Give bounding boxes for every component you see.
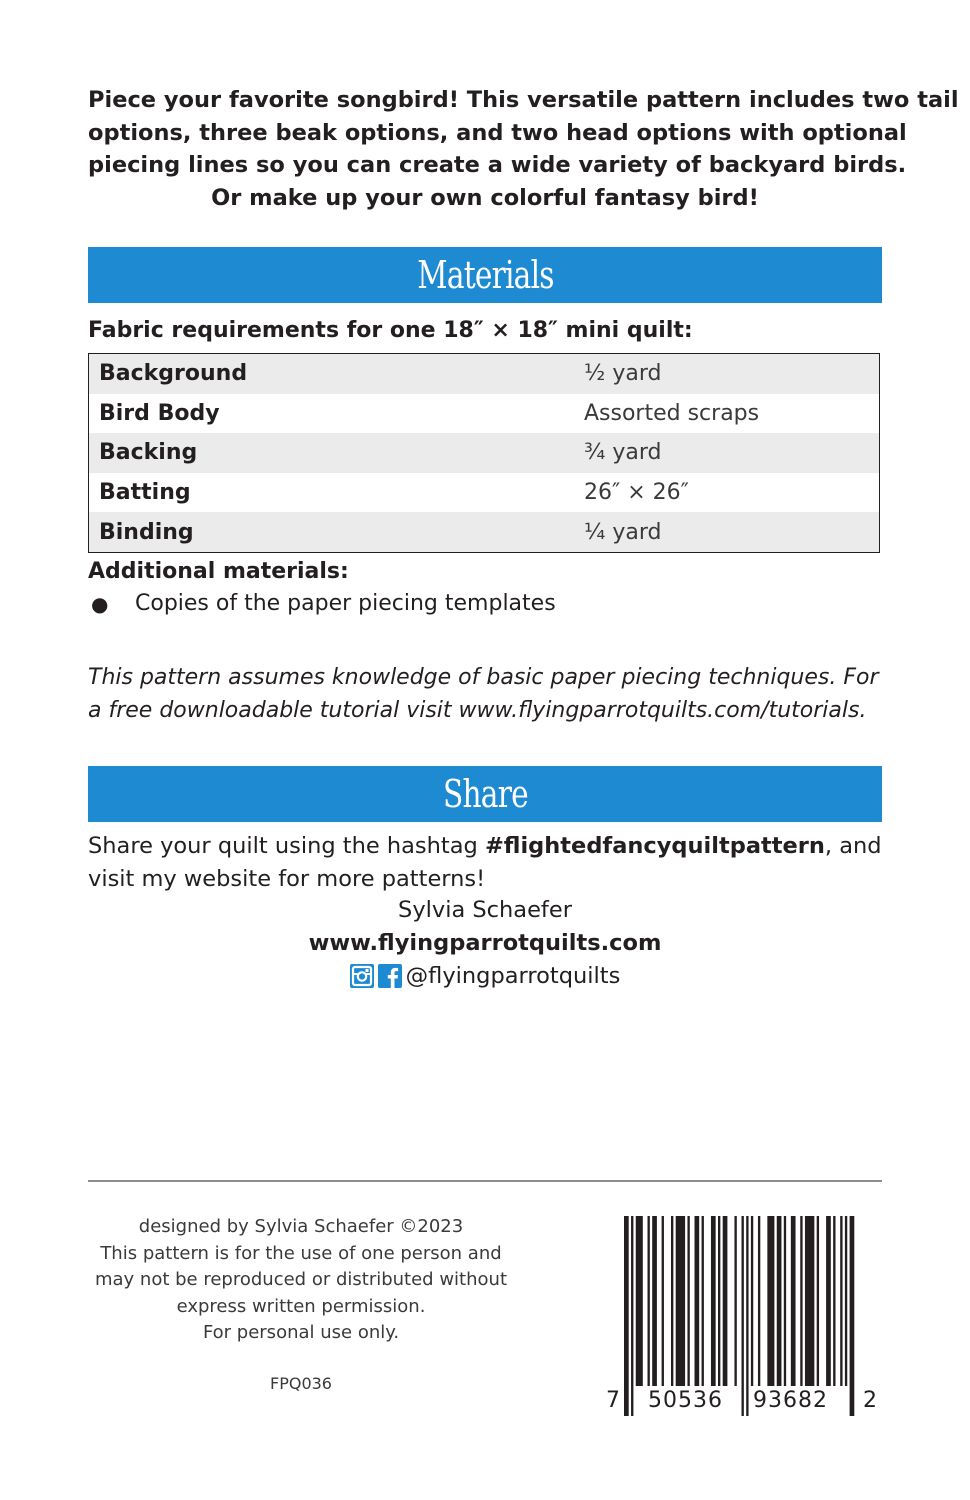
barcode-bar [805,1216,814,1386]
table-row [89,354,879,394]
copyright-line: designed by Sylvia Schaefer ©2023 [138,1216,464,1237]
instagram-icon[interactable] [350,964,374,988]
materials-table [88,353,880,553]
copyright-line: express written permission. [176,1295,426,1317]
footer-divider [88,1180,882,1182]
barcode [604,1216,880,1416]
barcode-bar [840,1216,842,1386]
barcode-bar [662,1216,664,1386]
intro-line: Piece your favorite songbird! This versatile pattern includes two tail [88,87,959,113]
materials-title: Materials [416,253,554,297]
material-quantity: ¾ yard [584,440,662,466]
material-quantity: Assorted scraps [584,400,760,426]
material-quantity: ¼ yard [584,519,662,545]
barcode-bar [826,1216,831,1386]
note-line: This pattern assumes knowledge of basic paper piecing techniques. For [88,665,879,690]
copyright-notice [88,1214,514,1347]
intro-line: options, three beak options, and two head options with optional [88,119,907,146]
barcode-bar [676,1216,685,1386]
barcode-bar [791,1216,796,1386]
intro-line: Or make up your own colorful fantasy bird! [211,184,759,211]
copyright-line: may not be reproduced or distributed without [94,1269,507,1290]
barcode-bar [734,1216,736,1386]
table-row [89,433,879,473]
barcode-bar [767,1216,774,1386]
author-name: Sylvia Schaefer [398,897,572,923]
barcode-bar [845,1216,847,1386]
barcode-bar [784,1216,786,1386]
note-line: a free downloadable tutorial visit www.flyingparrotquilts.com/tutorials. [88,697,867,723]
barcode-bar [758,1216,760,1386]
barcode-bar [742,1216,744,1416]
barcode-bar [777,1216,782,1386]
barcode-bar [687,1216,689,1386]
intro-line: piecing lines so you can create a wide variety of backyard birds. [88,152,907,178]
share-line-2: visit my website for more patterns! [88,865,486,892]
share-paragraph [88,830,888,895]
list-item-text: Copies of the paper piecing templates [135,591,556,616]
barcode-bar [636,1216,643,1386]
material-quantity: ½ yard [584,361,662,387]
website-link[interactable]: www.flyingparrotquilts.com [308,930,662,956]
barcode-bar [711,1216,716,1386]
material-name: Backing [99,440,198,466]
share-text-after: , and [824,833,882,859]
barcode-bar [833,1216,835,1386]
barcode-bar [718,1216,720,1386]
barcode-bar [671,1216,673,1386]
barcode-bars [604,1216,880,1416]
list-item [88,591,556,616]
table-row [89,394,879,434]
barcode-digit-last: 2 [863,1388,877,1413]
social-handle[interactable]: @flyingparrotquilts [405,963,621,989]
hashtag: #flightedfancyquiltpattern [484,833,825,859]
facebook-icon[interactable] [378,964,402,988]
barcode-bar [850,1216,855,1416]
pattern-code: FPQ036 [270,1374,332,1393]
copyright-line: For personal use only. [202,1322,400,1343]
table-row [89,512,879,552]
material-name: Batting [99,480,191,506]
barcode-digits-left: 50536 [648,1388,723,1413]
barcode-bar [723,1216,728,1386]
share-text-before: Share your quilt using the hashtag [88,833,485,859]
fabric-requirements-heading: Fabric requirements for one 18″ × 18″ mini quilt: [88,318,693,343]
barcode-digits-right: 93682 [753,1388,828,1413]
technique-note [88,662,888,727]
material-name: Bird Body [99,400,220,426]
barcode-bar [648,1216,650,1386]
barcode-digit-first: 7 [606,1388,620,1413]
additional-materials-heading: Additional materials: [88,559,349,584]
barcode-bar [631,1216,633,1416]
copyright-line: This pattern is for the use of one person and [100,1242,502,1264]
intro-paragraph [88,84,959,214]
bullet-icon: ● [91,591,109,616]
barcode-bar [800,1216,802,1386]
share-banner [88,766,882,822]
share-title: Share [442,772,528,816]
table-row [89,473,879,513]
material-name: Binding [99,519,194,545]
materials-banner [88,247,882,303]
barcode-bar [624,1216,629,1416]
barcode-bar [702,1216,704,1386]
barcode-bar [817,1216,819,1386]
material-name: Background [99,361,248,387]
barcode-bar [751,1216,753,1386]
barcode-bar [695,1216,700,1386]
barcode-bar [746,1216,748,1416]
social-row [88,960,882,992]
material-quantity: 26″ × 26″ [584,480,689,506]
barcode-bar [652,1216,657,1386]
